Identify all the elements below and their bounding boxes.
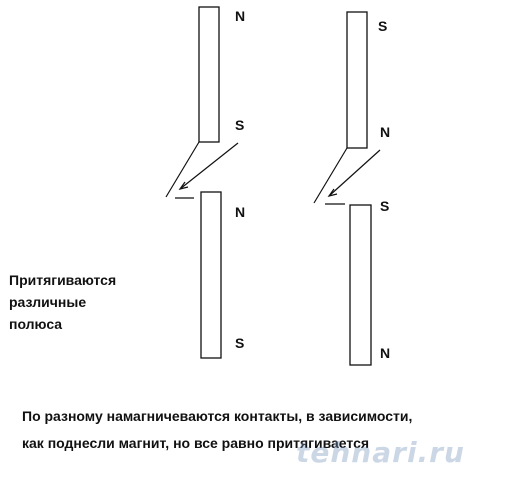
note-line-3: полюса	[9, 316, 63, 332]
note-line-2: различные	[9, 294, 87, 310]
note-line-1: Притягиваются	[9, 272, 117, 288]
caption-line-2: как поднесли магнит, но все равно притягивается	[22, 435, 370, 451]
right-top-lower-pole: N	[380, 124, 391, 140]
left-contact-pointer	[166, 142, 238, 198]
right-bottom-lower-pole: N	[380, 345, 391, 361]
right-bottom-upper-pole: S	[380, 198, 390, 214]
caption-line-1: По разному намагничеваются контакты, в зависимости,	[22, 408, 413, 424]
left-bottom-lower-pole: S	[235, 335, 245, 351]
left-bottom-magnet	[201, 192, 221, 358]
watermark: tehnari.ru	[296, 436, 465, 469]
left-top-magnet	[199, 7, 219, 142]
right-top-magnet	[347, 12, 367, 148]
right-contact-pointer	[314, 148, 380, 204]
left-top-upper-pole: N	[235, 8, 246, 24]
right-bottom-magnet	[350, 205, 371, 365]
right-top-upper-pole: S	[378, 18, 388, 34]
left-bottom-upper-pole: N	[235, 204, 246, 220]
left-top-lower-pole: S	[235, 117, 245, 133]
